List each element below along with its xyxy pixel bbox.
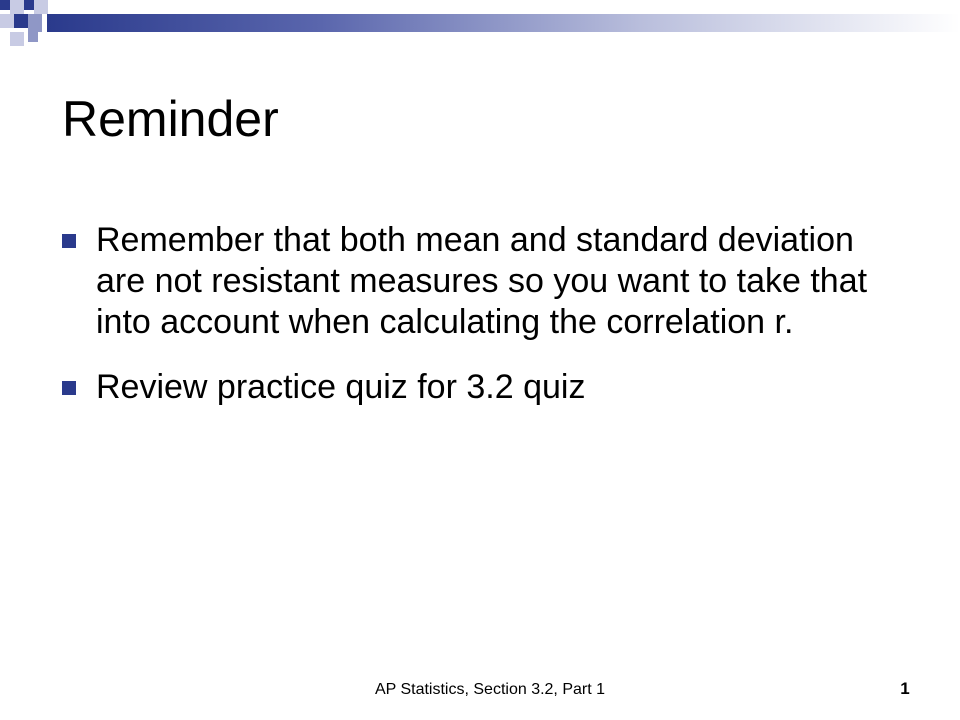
square-bullet-icon [62,234,76,248]
bullet-item [62,220,892,343]
bullet-list [62,220,892,432]
bullet-text: Review practice quiz for 3.2 quiz [96,368,586,406]
slide-title: Reminder [62,91,279,147]
header-decoration [0,0,960,60]
square-bullet-icon [62,381,76,395]
decor-square [10,0,24,14]
decor-square [0,14,14,28]
decor-square [28,14,42,32]
decor-square [28,32,38,42]
decor-square [10,32,24,46]
decor-square [34,0,48,14]
header-gradient-bar [47,14,960,32]
bullet-text: Remember that both mean and standard deviation are not resistant measures so you want to take that into account when calculating the correlation r. [96,221,868,341]
slide-number: 1 [900,679,910,698]
slide-footer: AP Statistics, Section 3.2, Part 1 [374,681,606,698]
decor-square [24,0,34,10]
decor-square [14,14,28,28]
bullet-item [62,367,892,408]
decor-square [0,0,10,10]
